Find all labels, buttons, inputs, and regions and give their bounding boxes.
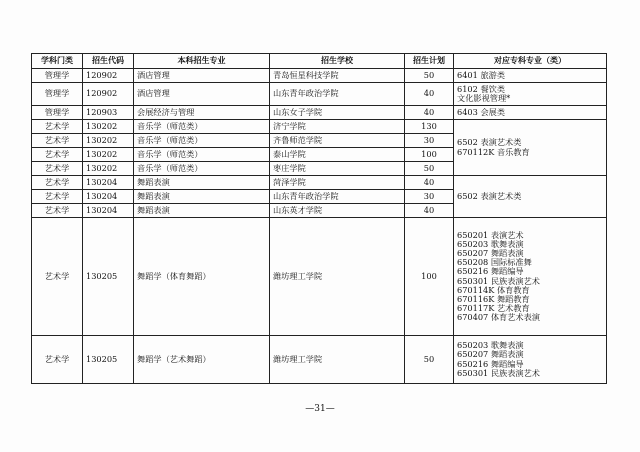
header-school: 招生学校 <box>270 54 405 69</box>
code-cell: 130202 <box>83 162 134 176</box>
corresponding-cell <box>454 120 607 176</box>
header-major: 本科招生专业 <box>134 54 270 69</box>
corresponding-cell <box>454 83 607 106</box>
code-cell: 130205 <box>83 336 134 384</box>
header-plan: 招生计划 <box>405 54 454 69</box>
corresponding-line: 670117K 艺术教育 <box>457 303 530 314</box>
corresponding-cell <box>454 106 607 120</box>
major-cell: 会展经济与管理 <box>134 106 270 120</box>
code-cell: 120902 <box>83 83 134 106</box>
school-cell: 山东女子学院 <box>270 106 405 120</box>
corresponding-line: 670114K 体育教育 <box>457 284 530 295</box>
school-cell: 山东英才学院 <box>270 204 405 218</box>
corresponding-cell <box>454 176 607 218</box>
code-cell: 130204 <box>83 190 134 204</box>
code-cell: 130202 <box>83 120 134 134</box>
code-cell: 130205 <box>83 218 134 336</box>
table-row <box>32 120 607 134</box>
school-cell: 济宁学院 <box>270 120 405 134</box>
school-cell: 潍坊理工学院 <box>270 218 405 336</box>
plan-cell: 100 <box>405 218 454 336</box>
major-cell: 音乐学（师范类） <box>134 148 270 162</box>
enrollment-table <box>31 53 607 384</box>
code-cell: 130202 <box>83 148 134 162</box>
code-cell: 130204 <box>83 176 134 190</box>
school-cell: 山东青年政治学院 <box>270 83 405 106</box>
school-cell: 菏泽学院 <box>270 176 405 190</box>
category-cell: 艺术学 <box>32 148 83 162</box>
major-cell: 音乐学（师范类） <box>134 162 270 176</box>
corresponding-line: 650207 舞蹈表演 <box>457 349 524 360</box>
corresponding-cell <box>454 336 607 384</box>
plan-cell: 130 <box>405 120 454 134</box>
major-cell: 酒店管理 <box>134 83 270 106</box>
corresponding-cell <box>454 69 607 83</box>
category-cell: 艺术学 <box>32 190 83 204</box>
school-cell: 齐鲁师范学院 <box>270 134 405 148</box>
corresponding-line: 6502 表演艺术类 <box>457 137 522 148</box>
category-cell: 艺术学 <box>32 204 83 218</box>
corresponding-line: 6401 旅游类 <box>457 69 506 80</box>
plan-cell: 40 <box>405 204 454 218</box>
corresponding-line: 650203 歌舞表演 <box>457 340 524 351</box>
table-row <box>32 83 607 106</box>
category-cell: 管理学 <box>32 69 83 83</box>
plan-cell: 50 <box>405 69 454 83</box>
major-cell: 舞蹈表演 <box>134 190 270 204</box>
corresponding-line: 650201 表演艺术 <box>457 229 524 240</box>
plan-cell: 40 <box>405 83 454 106</box>
header-code: 招生代码 <box>83 54 134 69</box>
table-row <box>32 176 607 190</box>
category-cell: 管理学 <box>32 106 83 120</box>
code-cell: 120902 <box>83 69 134 83</box>
code-cell: 130202 <box>83 134 134 148</box>
major-cell: 音乐学（师范类） <box>134 134 270 148</box>
table-row <box>32 69 607 83</box>
major-cell: 酒店管理 <box>134 69 270 83</box>
corresponding-line: 670407 体育艺术表演 <box>457 312 540 323</box>
school-cell: 潍坊理工学院 <box>270 336 405 384</box>
plan-cell: 50 <box>405 162 454 176</box>
school-cell: 泰山学院 <box>270 148 405 162</box>
table-row <box>32 218 607 336</box>
corresponding-line: 6502 表演艺术类 <box>457 190 522 201</box>
corresponding-line: 650216 舞蹈编导 <box>457 266 524 277</box>
corresponding-line: 650203 歌舞表演 <box>457 238 524 249</box>
plan-cell: 30 <box>405 134 454 148</box>
corresponding-line: 650216 舞蹈编导 <box>457 358 524 369</box>
corresponding-line: 6403 会展类 <box>457 106 506 117</box>
code-cell: 120903 <box>83 106 134 120</box>
page-number: —31— <box>305 404 335 414</box>
major-cell: 舞蹈学（体育舞蹈） <box>134 218 270 336</box>
category-cell: 艺术学 <box>32 176 83 190</box>
corresponding-line: 670112K 音乐教育 <box>457 146 530 157</box>
corresponding-cell <box>454 218 607 336</box>
corresponding-line: 670116K 舞蹈教育 <box>457 293 530 304</box>
plan-cell: 40 <box>405 106 454 120</box>
category-cell: 艺术学 <box>32 218 83 336</box>
school-cell: 山东青年政治学院 <box>270 190 405 204</box>
school-cell: 青岛恒星科技学院 <box>270 69 405 83</box>
plan-cell: 40 <box>405 176 454 190</box>
category-cell: 艺术学 <box>32 162 83 176</box>
corresponding-line: 6102 餐饮类 <box>457 83 506 94</box>
major-cell: 舞蹈表演 <box>134 176 270 190</box>
corresponding-line: 650301 民族表演艺术 <box>457 275 540 286</box>
corresponding-line: 650207 舞蹈表演 <box>457 247 524 258</box>
school-cell: 枣庄学院 <box>270 162 405 176</box>
table-header-row <box>32 54 607 69</box>
header-corresponding: 对应专科专业（类） <box>454 54 607 69</box>
major-cell: 音乐学（师范类） <box>134 120 270 134</box>
corresponding-line: 文化影视管理* <box>457 93 511 103</box>
table-row <box>32 106 607 120</box>
plan-cell: 50 <box>405 336 454 384</box>
plan-cell: 100 <box>405 148 454 162</box>
code-cell: 130204 <box>83 204 134 218</box>
category-cell: 管理学 <box>32 83 83 106</box>
major-cell: 舞蹈表演 <box>134 204 270 218</box>
corresponding-line: 650301 民族表演艺术 <box>457 367 540 378</box>
category-cell: 艺术学 <box>32 336 83 384</box>
header-category: 学科门类 <box>32 54 83 69</box>
category-cell: 艺术学 <box>32 120 83 134</box>
major-cell: 舞蹈学（艺术舞蹈） <box>134 336 270 384</box>
table-row <box>32 336 607 384</box>
category-cell: 艺术学 <box>32 134 83 148</box>
plan-cell: 30 <box>405 190 454 204</box>
corresponding-line: 650208 国际标准舞 <box>457 257 532 268</box>
